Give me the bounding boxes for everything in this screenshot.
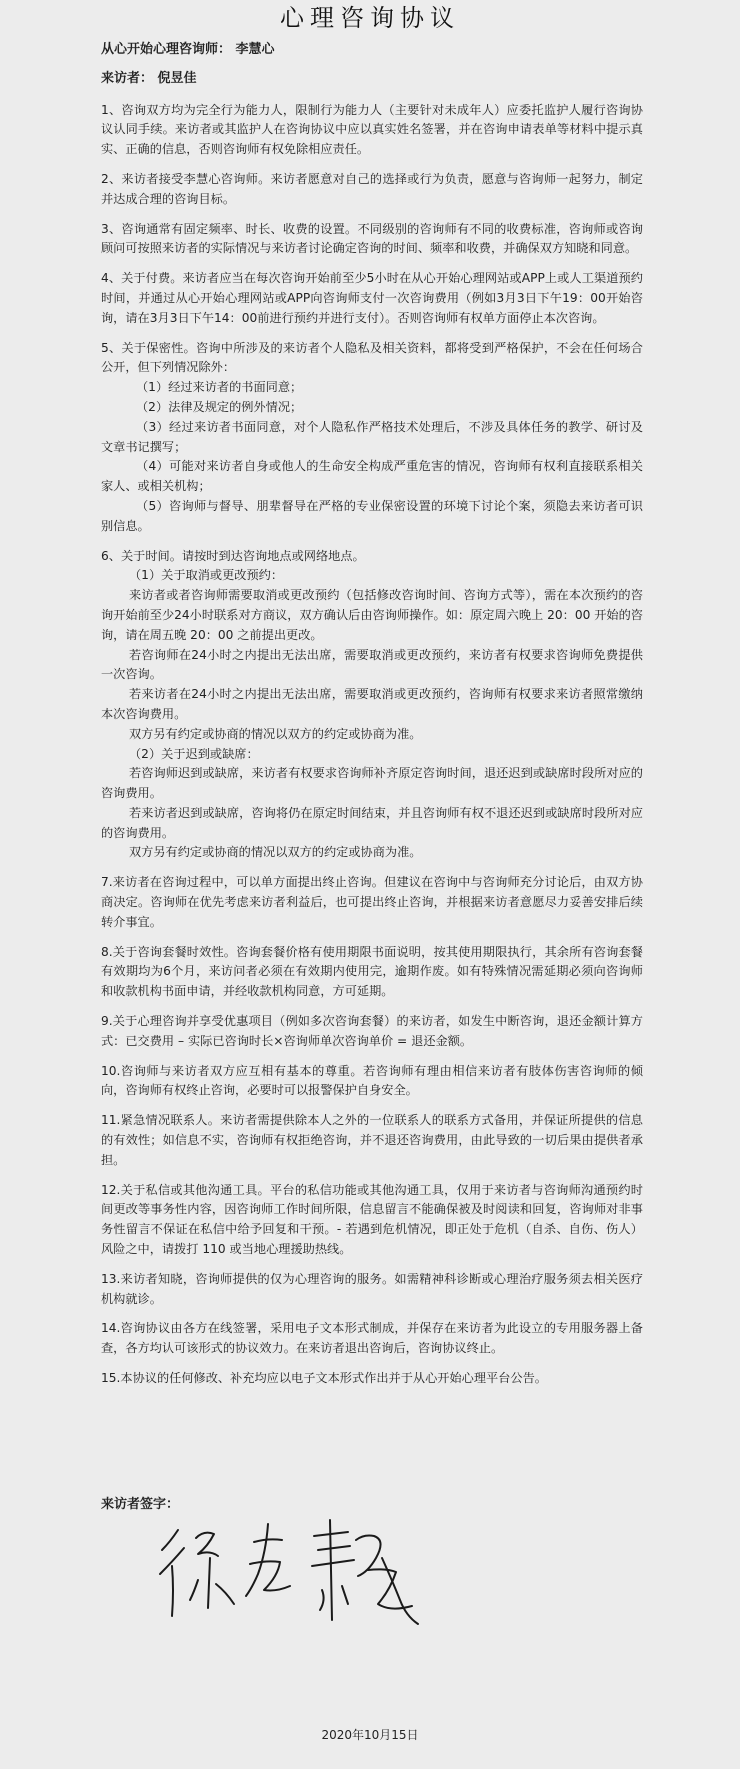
clause-11: 11.紧急情况联系人。来访者需提供除本人之外的一位联系人的联系方式备用，并保证所提供的信息的有效性；如信息不实，咨询师有权拒绝咨询，并不退还咨询费用，由此导致的一切后果由提供者承担。 xyxy=(101,1113,643,1167)
clause-6-sub-1: （1）关于取消或更改预约： xyxy=(129,568,284,583)
clause-6-para-2: 若咨询师在24小时之内提出无法出席，需要取消或更改预约，来访者有权要求咨询师免费提供一次咨询。 xyxy=(101,647,643,682)
agreement-body xyxy=(101,40,643,1399)
clause-6-para-4: 双方另有约定或协商的情况以双方的约定或协商为准。 xyxy=(129,726,422,741)
counselor-line: 从心开始心理咨询师： 李慧心 xyxy=(101,42,275,57)
clause-6 xyxy=(101,547,643,864)
clause-4: 4、关于付费。来访者应当在每次咨询开始前至少5小时在从心开始心理网站或APP上或人工渠道预约时间，并通过从心开始心理网站或APP向咨询师支付一次咨询费用（例如3月3日下午19：00开始咨询，请在3月3日下午14：00前进行预约并进行支付）。否则咨询师有权单方面停止本次咨询。 xyxy=(101,271,643,325)
clause-6-para-5: 若咨询师迟到或缺席，来访者有权要求咨询师补齐原定咨询时间，退还迟到或缺席时段所对应的咨询费用。 xyxy=(101,766,643,801)
clause-5-item-1: （1）经过来访者的书面同意； xyxy=(136,380,303,395)
clause-6-para-6: 若来访者迟到或缺席，咨询将仍在原定时间结束，并且咨询师有权不退还迟到或缺席时段所对应的咨询费用。 xyxy=(101,805,643,840)
clause-14: 14.咨询协议由各方在线签署，采用电子文本形式制成，并保存在来访者为此设立的专用服务器上备查，各方均认可该形式的协议效力。在来访者退出咨询后，咨询协议终止。 xyxy=(101,1321,643,1356)
clause-12: 12.关于私信或其他沟通工具。平台的私信功能或其他沟通工具，仅用于来访者与咨询师沟通预约时间更改等事务性内容，因咨询师工作时间所限，信息留言不能确保被及时阅读和回复，咨询师对非事务性留言不保证在私信中给予回复和干预。- 若遇到危机情况，即正处于危机（自杀、自伤、伤人）风险之中，请拨打 110 或当地心理援助热线。 xyxy=(101,1182,643,1257)
clause-15: 15.本协议的任何修改、补充均应以电子文本形式作出并于从心开始心理平台公告。 xyxy=(101,1371,547,1386)
handwritten-signature xyxy=(150,1500,440,1640)
document-title: 心理咨询协议 xyxy=(280,4,460,32)
clause-5-item-5: （5）咨询师与督导、朋辈督导在严格的专业保密设置的环境下讨论个案，须隐去来访者可识别信息。 xyxy=(101,498,643,533)
clause-9: 9.关于心理咨询并享受优惠项目（例如多次咨询套餐）的来访者，如发生中断咨询，退还金额计算方式：已交费用 – 实际已咨询时长×咨询师单次咨询单价 = 退还金额。 xyxy=(101,1014,643,1048)
signature-label: 来访者签字： xyxy=(101,1497,180,1512)
clause-5-intro: 5、关于保密性。咨询中所涉及的来访者个人隐私及相关资料，都将受到严格保护，不会在任何场合公开，但下列情况除外： xyxy=(101,340,643,375)
clause-1: 1、咨询双方均为完全行为能力人，限制行为能力人（主要针对未成年人）应委托监护人履行咨询协议认同手续。来访者或其监护人在咨询协议中应以真实姓名签署，并在咨询申请表单等材料中提示真实、正确的信息，否则咨询师有权免除相应责任。 xyxy=(101,102,643,157)
clause-13: 13.来访者知晓，咨询师提供的仅为心理咨询的服务。如需精神科诊断或心理治疗服务须去相关医疗机构就诊。 xyxy=(101,1271,643,1306)
clause-6-intro: 6、关于时间。请按时到达咨询地点或网络地点。 xyxy=(101,548,365,563)
clause-10: 10.咨询师与来访者双方应互相有基本的尊重。若咨询师有理由相信来访者有肢体伤害咨询师的倾向，咨询师有权终止咨询，必要时可以报警保护自身安全。 xyxy=(101,1063,643,1098)
clause-6-para-7: 双方另有约定或协商的情况以双方的约定或协商为准。 xyxy=(129,845,422,860)
client-line: 来访者： 倪昱佳 xyxy=(101,70,197,86)
clause-6-sub-2: （2）关于迟到或缺席： xyxy=(129,746,259,761)
clause-5-item-3: （3）经过来访者书面同意，对个人隐私作严格技术处理后，不涉及具体任务的教学、研讨及文章书记撰写； xyxy=(101,419,643,454)
clause-6-para-3: 若来访者在24小时之内提出无法出席，需要取消或更改预约，咨询师有权要求来访者照常缴纳本次咨询费用。 xyxy=(101,687,643,721)
clause-3: 3、咨询通常有固定频率、时长、收费的设置。不同级别的咨询师有不同的收费标准，咨询师或咨询顾问可按照来访者的实际情况与来访者讨论确定咨询的时间、频率和收费，并确保双方知晓和同意。 xyxy=(101,221,643,256)
clause-8: 8.关于咨询套餐时效性。咨询套餐价格有使用期限书面说明，按其使用期限执行，其余所有咨询套餐有效期均为6个月，来访问者必须在有效期内使用完，逾期作废。如有特殊情况需延期必须向咨询师和收款机构书面申请，并经收款机构同意，方可延期。 xyxy=(101,944,643,999)
clause-6-para-1: 来访者或者咨询师需要取消或更改预约（包括修改咨询时间、咨询方式等），需在本次预约的咨询开始前至少24小时联系对方商议，双方确认后由咨询师操作。如：原定周六晚上 20：00 开始的咨询，请在周五晚 20：00 之前提出更改。 xyxy=(101,588,643,642)
clause-7: 7.来访者在咨询过程中，可以单方面提出终止咨询。但建议在咨询中与咨询师充分讨论后，由双方协商决定。咨询师在优先考虑来访者利益后，也可提出终止咨询，并根据来访者意愿尽力妥善安排后续转介事宜。 xyxy=(101,875,643,929)
clause-5-item-2: （2）法律及规定的例外情况； xyxy=(136,399,303,414)
signing-date: 2020年10月15日 xyxy=(321,1728,419,1742)
clause-5-item-4: （4）可能对来访者自身或他人的生命安全构成严重危害的情况，咨询师有权利直接联系相关家人、或相关机构； xyxy=(101,459,643,494)
clause-5 xyxy=(101,339,643,537)
clause-2: 2、来访者接受李慧心咨询师。来访者愿意对自己的选择或行为负责，愿意与咨询师一起努力，制定并达成合理的咨询目标。 xyxy=(101,171,643,206)
